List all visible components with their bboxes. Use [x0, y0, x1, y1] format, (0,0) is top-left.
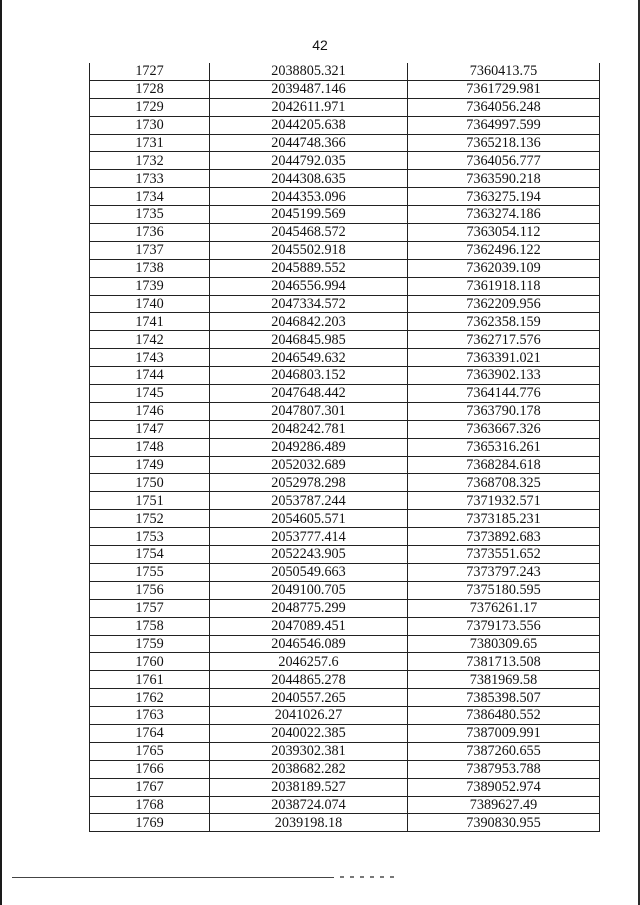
table-row — [90, 116, 600, 134]
x-coordinate-cell: 2038682.282 — [210, 760, 408, 778]
y-coordinate-cell: 7364144.776 — [408, 385, 600, 403]
y-coordinate-cell: 7365218.136 — [408, 134, 600, 152]
point-number-cell: 1757 — [90, 599, 210, 617]
y-coordinate-cell: 7380309.65 — [408, 635, 600, 653]
y-coordinate-cell: 7363902.133 — [408, 367, 600, 385]
x-coordinate-cell: 2048242.781 — [210, 420, 408, 438]
y-coordinate-cell: 7362496.122 — [408, 241, 600, 259]
table-row — [90, 814, 600, 832]
point-number-cell: 1727 — [90, 63, 210, 80]
point-number-cell: 1739 — [90, 277, 210, 295]
x-coordinate-cell: 2052978.298 — [210, 474, 408, 492]
x-coordinate-cell: 2046845.985 — [210, 331, 408, 349]
y-coordinate-cell: 7360413.75 — [408, 63, 600, 80]
y-coordinate-cell: 7363590.218 — [408, 170, 600, 188]
table-row — [90, 653, 600, 671]
x-coordinate-cell: 2049286.489 — [210, 438, 408, 456]
table-row — [90, 134, 600, 152]
x-coordinate-cell: 2039302.381 — [210, 742, 408, 760]
table-row — [90, 528, 600, 546]
point-number-cell: 1763 — [90, 707, 210, 725]
x-coordinate-cell: 2047334.572 — [210, 295, 408, 313]
x-coordinate-cell: 2047648.442 — [210, 385, 408, 403]
table-row — [90, 349, 600, 367]
table-row — [90, 188, 600, 206]
y-coordinate-cell: 7373185.231 — [408, 510, 600, 528]
y-coordinate-cell: 7390830.955 — [408, 814, 600, 832]
y-coordinate-cell: 7364056.248 — [408, 98, 600, 116]
table-row — [90, 599, 600, 617]
point-number-cell: 1732 — [90, 152, 210, 170]
table-row — [90, 671, 600, 689]
point-number-cell: 1749 — [90, 456, 210, 474]
table-row — [90, 170, 600, 188]
y-coordinate-cell: 7363054.112 — [408, 224, 600, 242]
table-row — [90, 224, 600, 242]
y-coordinate-cell: 7389627.49 — [408, 796, 600, 814]
point-number-cell: 1762 — [90, 689, 210, 707]
point-number-cell: 1750 — [90, 474, 210, 492]
table-row — [90, 367, 600, 385]
table-row — [90, 796, 600, 814]
x-coordinate-cell: 2046549.632 — [210, 349, 408, 367]
y-coordinate-cell: 7379173.556 — [408, 617, 600, 635]
x-coordinate-cell: 2039487.146 — [210, 80, 408, 98]
x-coordinate-cell: 2054605.571 — [210, 510, 408, 528]
table-row — [90, 510, 600, 528]
x-coordinate-cell: 2047089.451 — [210, 617, 408, 635]
point-number-cell: 1751 — [90, 492, 210, 510]
x-coordinate-cell: 2049100.705 — [210, 581, 408, 599]
y-coordinate-cell: 7364997.599 — [408, 116, 600, 134]
y-coordinate-cell: 7362358.159 — [408, 313, 600, 331]
bottom-scan-mark — [340, 876, 400, 878]
y-coordinate-cell: 7361918.118 — [408, 277, 600, 295]
point-number-cell: 1767 — [90, 778, 210, 796]
point-number-cell: 1748 — [90, 438, 210, 456]
table-row — [90, 152, 600, 170]
x-coordinate-cell: 2048775.299 — [210, 599, 408, 617]
point-number-cell: 1754 — [90, 546, 210, 564]
y-coordinate-cell: 7364056.777 — [408, 152, 600, 170]
y-coordinate-cell: 7368284.618 — [408, 456, 600, 474]
point-number-cell: 1737 — [90, 241, 210, 259]
point-number-cell: 1731 — [90, 134, 210, 152]
point-number-cell: 1734 — [90, 188, 210, 206]
x-coordinate-cell: 2038189.527 — [210, 778, 408, 796]
table-row — [90, 778, 600, 796]
table-row — [90, 456, 600, 474]
y-coordinate-cell: 7386480.552 — [408, 707, 600, 725]
y-coordinate-cell: 7362717.576 — [408, 331, 600, 349]
point-number-cell: 1765 — [90, 742, 210, 760]
x-coordinate-cell: 2044205.638 — [210, 116, 408, 134]
point-number-cell: 1752 — [90, 510, 210, 528]
point-number-cell: 1740 — [90, 295, 210, 313]
table-row — [90, 581, 600, 599]
table-row — [90, 617, 600, 635]
point-number-cell: 1766 — [90, 760, 210, 778]
point-number-cell: 1733 — [90, 170, 210, 188]
page-left-edge — [0, 0, 2, 905]
x-coordinate-cell: 2045502.918 — [210, 241, 408, 259]
y-coordinate-cell: 7373551.652 — [408, 546, 600, 564]
point-number-cell: 1746 — [90, 402, 210, 420]
table-row — [90, 313, 600, 331]
table-row — [90, 546, 600, 564]
table-row — [90, 563, 600, 581]
bottom-rule — [12, 877, 334, 878]
y-coordinate-cell: 7387953.788 — [408, 760, 600, 778]
x-coordinate-cell: 2044353.096 — [210, 188, 408, 206]
point-number-cell: 1747 — [90, 420, 210, 438]
x-coordinate-cell: 2041026.27 — [210, 707, 408, 725]
table-row — [90, 402, 600, 420]
y-coordinate-cell: 7371932.571 — [408, 492, 600, 510]
point-number-cell: 1742 — [90, 331, 210, 349]
x-coordinate-cell: 2042611.971 — [210, 98, 408, 116]
table-row — [90, 760, 600, 778]
x-coordinate-cell: 2046842.203 — [210, 313, 408, 331]
x-coordinate-cell: 2045468.572 — [210, 224, 408, 242]
table-row — [90, 492, 600, 510]
point-number-cell: 1735 — [90, 206, 210, 224]
y-coordinate-cell: 7363275.194 — [408, 188, 600, 206]
x-coordinate-cell: 2046546.089 — [210, 635, 408, 653]
x-coordinate-cell: 2045889.552 — [210, 259, 408, 277]
table-row — [90, 689, 600, 707]
point-number-cell: 1743 — [90, 349, 210, 367]
table-row — [90, 206, 600, 224]
x-coordinate-cell: 2044748.366 — [210, 134, 408, 152]
x-coordinate-cell: 2044792.035 — [210, 152, 408, 170]
table-row — [90, 295, 600, 313]
x-coordinate-cell: 2044865.278 — [210, 671, 408, 689]
x-coordinate-cell: 2053787.244 — [210, 492, 408, 510]
x-coordinate-cell: 2052243.905 — [210, 546, 408, 564]
point-number-cell: 1769 — [90, 814, 210, 832]
point-number-cell: 1764 — [90, 724, 210, 742]
y-coordinate-cell: 7381969.58 — [408, 671, 600, 689]
table-row — [90, 385, 600, 403]
table-row — [90, 98, 600, 116]
y-coordinate-cell: 7385398.507 — [408, 689, 600, 707]
point-number-cell: 1760 — [90, 653, 210, 671]
y-coordinate-cell: 7387009.991 — [408, 724, 600, 742]
table-row — [90, 259, 600, 277]
x-coordinate-cell: 2046556.994 — [210, 277, 408, 295]
x-coordinate-cell: 2044308.635 — [210, 170, 408, 188]
point-number-cell: 1758 — [90, 617, 210, 635]
point-number-cell: 1753 — [90, 528, 210, 546]
page-number: 42 — [312, 37, 328, 53]
y-coordinate-cell: 7361729.981 — [408, 80, 600, 98]
point-number-cell: 1738 — [90, 259, 210, 277]
y-coordinate-cell: 7363391.021 — [408, 349, 600, 367]
x-coordinate-cell: 2040022.385 — [210, 724, 408, 742]
point-number-cell: 1729 — [90, 98, 210, 116]
point-number-cell: 1768 — [90, 796, 210, 814]
table-row — [90, 438, 600, 456]
point-number-cell: 1730 — [90, 116, 210, 134]
point-number-cell: 1761 — [90, 671, 210, 689]
x-coordinate-cell: 2045199.569 — [210, 206, 408, 224]
point-number-cell: 1736 — [90, 224, 210, 242]
x-coordinate-cell: 2040557.265 — [210, 689, 408, 707]
y-coordinate-cell: 7365316.261 — [408, 438, 600, 456]
point-number-cell: 1755 — [90, 563, 210, 581]
table-row — [90, 635, 600, 653]
x-coordinate-cell: 2047807.301 — [210, 402, 408, 420]
x-coordinate-cell: 2046803.152 — [210, 367, 408, 385]
x-coordinate-cell: 2038805.321 — [210, 63, 408, 80]
y-coordinate-cell: 7363667.326 — [408, 420, 600, 438]
table-row — [90, 63, 600, 80]
table-row — [90, 707, 600, 725]
x-coordinate-cell: 2039198.18 — [210, 814, 408, 832]
y-coordinate-cell: 7381713.508 — [408, 653, 600, 671]
table-row — [90, 80, 600, 98]
point-number-cell: 1744 — [90, 367, 210, 385]
y-coordinate-cell: 7362209.956 — [408, 295, 600, 313]
x-coordinate-cell: 2052032.689 — [210, 456, 408, 474]
y-coordinate-cell: 7363274.186 — [408, 206, 600, 224]
y-coordinate-cell: 7389052.974 — [408, 778, 600, 796]
point-number-cell: 1728 — [90, 80, 210, 98]
y-coordinate-cell: 7362039.109 — [408, 259, 600, 277]
x-coordinate-cell: 2038724.074 — [210, 796, 408, 814]
point-number-cell: 1756 — [90, 581, 210, 599]
x-coordinate-cell: 2053777.414 — [210, 528, 408, 546]
table-row — [90, 420, 600, 438]
y-coordinate-cell: 7363790.178 — [408, 402, 600, 420]
y-coordinate-cell: 7376261.17 — [408, 599, 600, 617]
point-number-cell: 1759 — [90, 635, 210, 653]
table-row — [90, 724, 600, 742]
y-coordinate-cell: 7373892.683 — [408, 528, 600, 546]
table-row — [90, 474, 600, 492]
table-row — [90, 742, 600, 760]
coordinates-table — [89, 63, 600, 832]
table-row — [90, 277, 600, 295]
y-coordinate-cell: 7387260.655 — [408, 742, 600, 760]
y-coordinate-cell: 7368708.325 — [408, 474, 600, 492]
table-row — [90, 241, 600, 259]
y-coordinate-cell: 7375180.595 — [408, 581, 600, 599]
coordinates-table-body — [90, 63, 600, 832]
y-coordinate-cell: 7373797.243 — [408, 563, 600, 581]
point-number-cell: 1745 — [90, 385, 210, 403]
x-coordinate-cell: 2046257.6 — [210, 653, 408, 671]
table-row — [90, 331, 600, 349]
point-number-cell: 1741 — [90, 313, 210, 331]
x-coordinate-cell: 2050549.663 — [210, 563, 408, 581]
